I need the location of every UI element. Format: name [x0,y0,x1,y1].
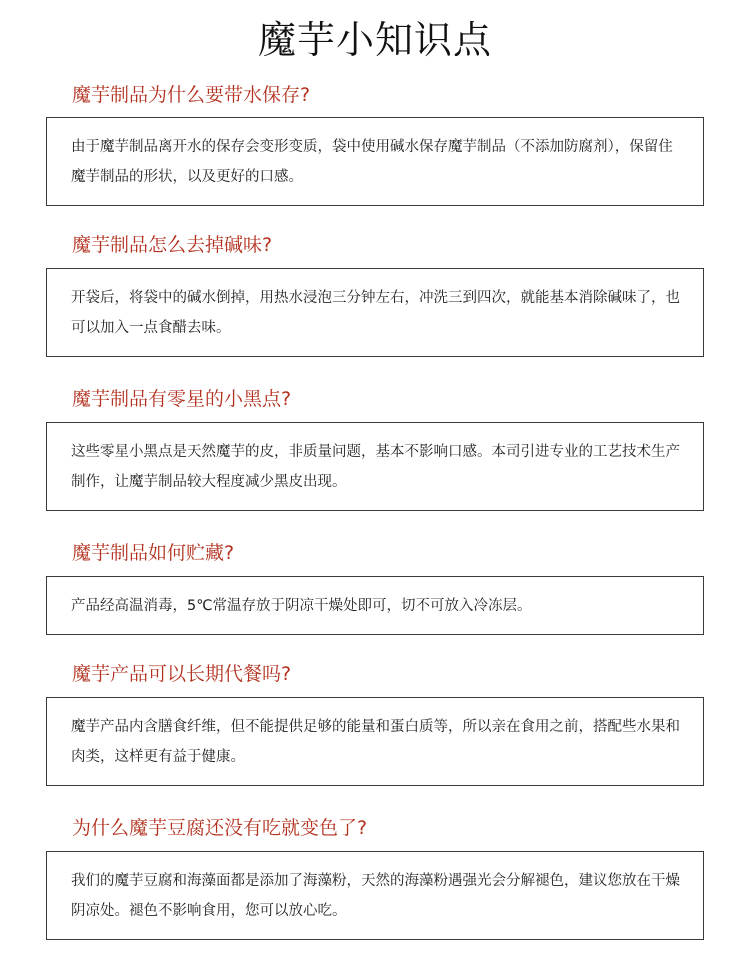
answer-text: 我们的魔芋豆腐和海藻面都是添加了海藻粉，天然的海藻粉遇强光会分解褪色，建议您放在干燥阴凉处。褪色不影响食用，您可以放心吃。 [71,873,680,919]
qa-section-black-spots [46,386,706,512]
answer-box [46,576,704,635]
question-heading: 魔芋制品有零星的小黑点? [72,388,292,410]
answer-box [46,851,704,940]
answer-text: 开袋后，将袋中的碱水倒掉，用热水浸泡三分钟左右，冲洗三到四次，就能基本消除碱味了，也可以加入一点食醋去味。 [71,290,680,336]
question-heading: 魔芋产品可以长期代餐吗? [72,663,292,685]
answer-box [46,268,704,357]
qa-section-storage [46,540,706,636]
answer-text: 产品经高温消毒，5℃常温存放于阴凉干燥处即可，切不可放入冷冻层。 [71,598,532,614]
qa-section-remove-alkali [46,232,706,358]
qa-section-storage-water [46,82,706,208]
question-heading: 魔芋制品为什么要带水保存? [72,84,311,106]
question-heading: 为什么魔芋豆腐还没有吃就变色了? [72,817,368,839]
qa-section-meal-replacement [46,661,706,787]
qa-section-discoloration [46,815,706,941]
page-title: 魔芋小知识点 [257,18,492,62]
question-heading: 魔芋制品怎么去掉碱味? [72,234,273,256]
answer-box [46,422,704,511]
answer-text: 这些零星小黑点是天然魔芋的皮，非质量问题，基本不影响口感。本司引进专业的工艺技术生产制作，让魔芋制品较大程度减少黑皮出现。 [71,444,680,490]
answer-text: 魔芋产品内含膳食纤维，但不能提供足够的能量和蛋白质等，所以亲在食用之前，搭配些水果和肉类，这样更有益于健康。 [71,719,680,765]
answer-text: 由于魔芋制品离开水的保存会变形变质，袋中使用碱水保存魔芋制品（不添加防腐剂），保留住魔芋制品的形状，以及更好的口感。 [71,139,673,185]
answer-box [46,697,704,786]
answer-box [46,117,704,206]
question-heading: 魔芋制品如何贮藏? [72,542,235,564]
